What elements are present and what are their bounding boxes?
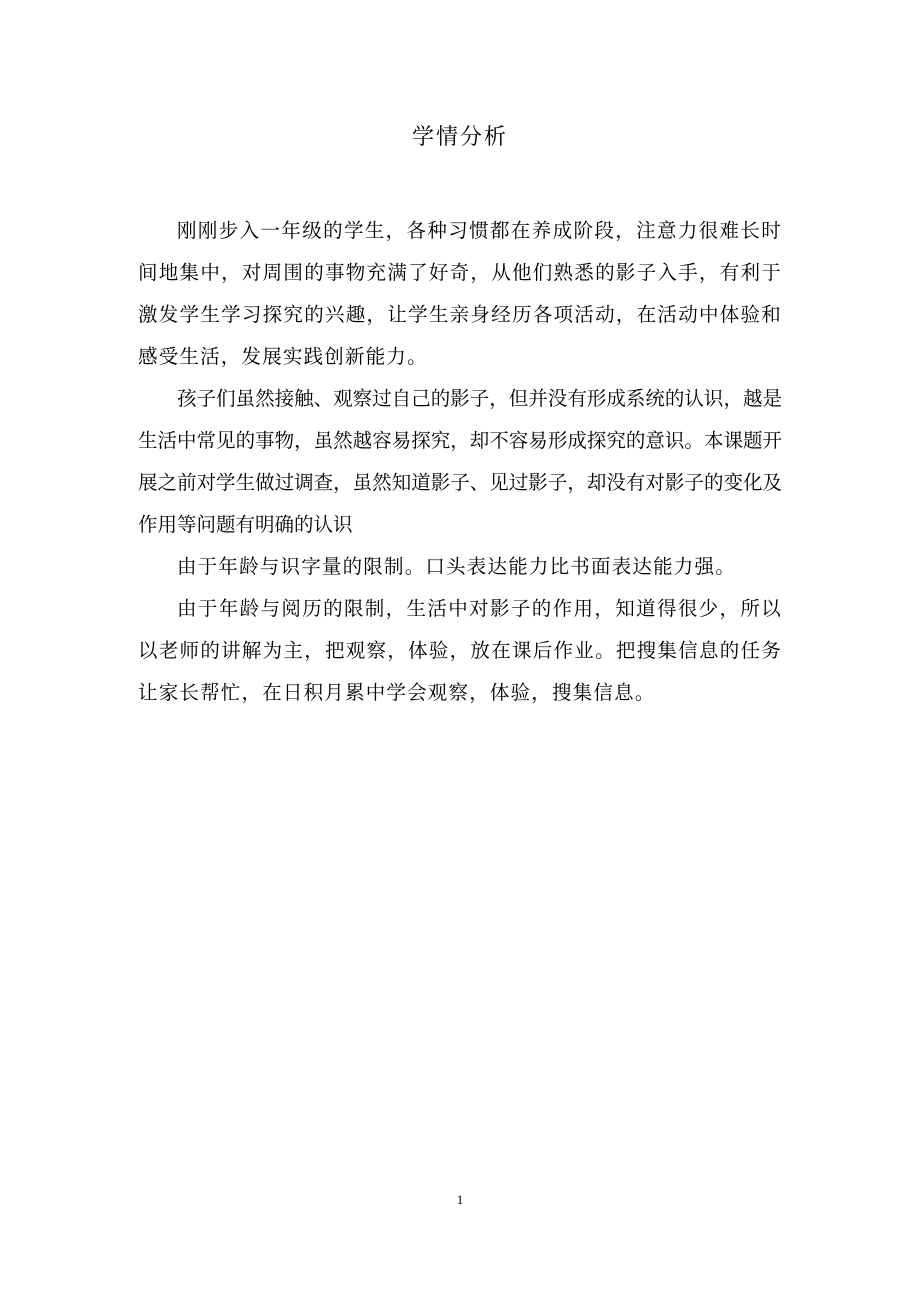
page-number: 1 xyxy=(456,1192,464,1207)
paragraph-2: 孩子们虽然接触、观察过自己的影子，但并没有形成系统的认识，越是生活中常见的事物，虽然越容易探究，却不容易形成探究的意识。本课题开展之前对学生做过调查，虽然知道影子、见过影子，却没有对影子的变化及作用等问题有明确的认识 xyxy=(138,387,782,536)
page-title: 学情分析 xyxy=(411,125,508,150)
paragraph-3: 由于年龄与识字量的限制。口头表达能力比书面表达能力强。 xyxy=(177,555,736,578)
paragraph-1: 刚刚步入一年级的学生，各种习惯都在养成阶段，注意力很难长时间地集中，对周围的事物充满了好奇，从他们熟悉的影子入手，有利于激发学生学习探究的兴趣，让学生亲身经历各项活动，在活动中体验和感受生活，发展实践创新能力。 xyxy=(138,219,782,368)
paragraph-4: 由于年龄与阅历的限制，生活中对影子的作用，知道得很少，所以以老师的讲解为主，把观察，体验，放在课后作业。把搜集信息的任务让家长帮忙，在日积月累中学会观察，体验，搜集信息。 xyxy=(138,597,782,704)
document-body xyxy=(138,210,782,714)
